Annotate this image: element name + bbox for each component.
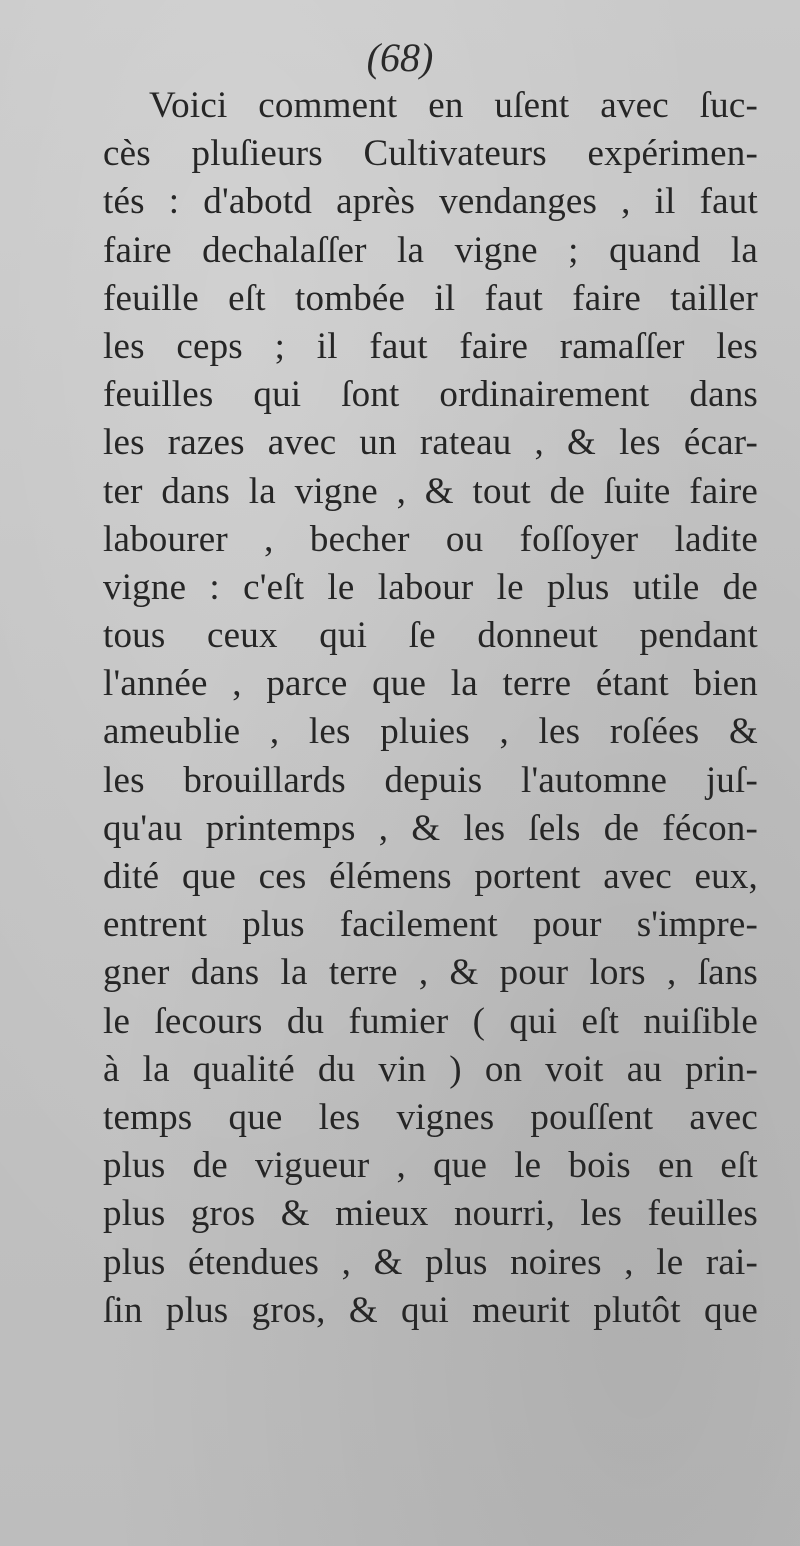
body-text	[103, 82, 758, 1335]
text-line: plus étendues , & plus noires , le rai-	[103, 1241, 758, 1283]
text-line: ameublie , les pluies , les roſées &	[103, 711, 758, 753]
text-line: labourer , becher ou foſſoyer ladite	[103, 518, 758, 560]
text-line: plus gros & mieux nourri, les feuilles	[103, 1193, 758, 1235]
text-line: à la qualité du vin ) on voit au prin-	[103, 1048, 758, 1090]
text-line: gner dans la terre , & pour lors , ſans	[103, 952, 758, 994]
text-line: Voici comment en uſent avec ſuc-	[149, 85, 758, 126]
text-line: entrent plus facilement pour s'impre-	[103, 904, 758, 946]
text-line: l'année , parce que la terre étant bien	[103, 663, 758, 705]
text-line: ſin plus gros, & qui meurit plutôt que	[103, 1289, 758, 1331]
text-line: faire dechalaſſer la vigne ; quand la	[103, 229, 758, 271]
text-line: les ceps ; il faut faire ramaſſer les	[103, 325, 758, 367]
text-line: les brouillards depuis l'automne juſ-	[103, 759, 758, 801]
text-line: dité que ces élémens portent avec eux,	[103, 856, 758, 897]
text-line: vigne : c'eſt le labour le plus utile de	[103, 566, 758, 608]
text-line: feuille eſt tombée il faut faire tailler	[103, 277, 758, 319]
text-line: tous ceux qui ſe donneut pendant	[103, 615, 758, 657]
text-line: le ſecours du fumier ( qui eſt nuiſible	[103, 1000, 758, 1042]
text-line: feuilles qui ſont ordinairement dans	[103, 374, 758, 416]
text-line: temps que les vignes pouſſent avec	[103, 1096, 758, 1138]
text-line: plus de vigueur , que le bois en eſt	[103, 1145, 758, 1187]
text-line: ter dans la vigne , & tout de ſuite faire	[103, 470, 758, 512]
page-number: (68)	[366, 35, 434, 80]
text-line: tés : d'abotd après vendanges , il faut	[103, 181, 758, 223]
text-line: les razes avec un rateau , & les écar-	[103, 422, 758, 464]
text-line: qu'au printemps , & les ſels de fécon-	[103, 807, 758, 849]
text-line: cès pluſieurs Cultivateurs expérimen-	[103, 133, 758, 175]
